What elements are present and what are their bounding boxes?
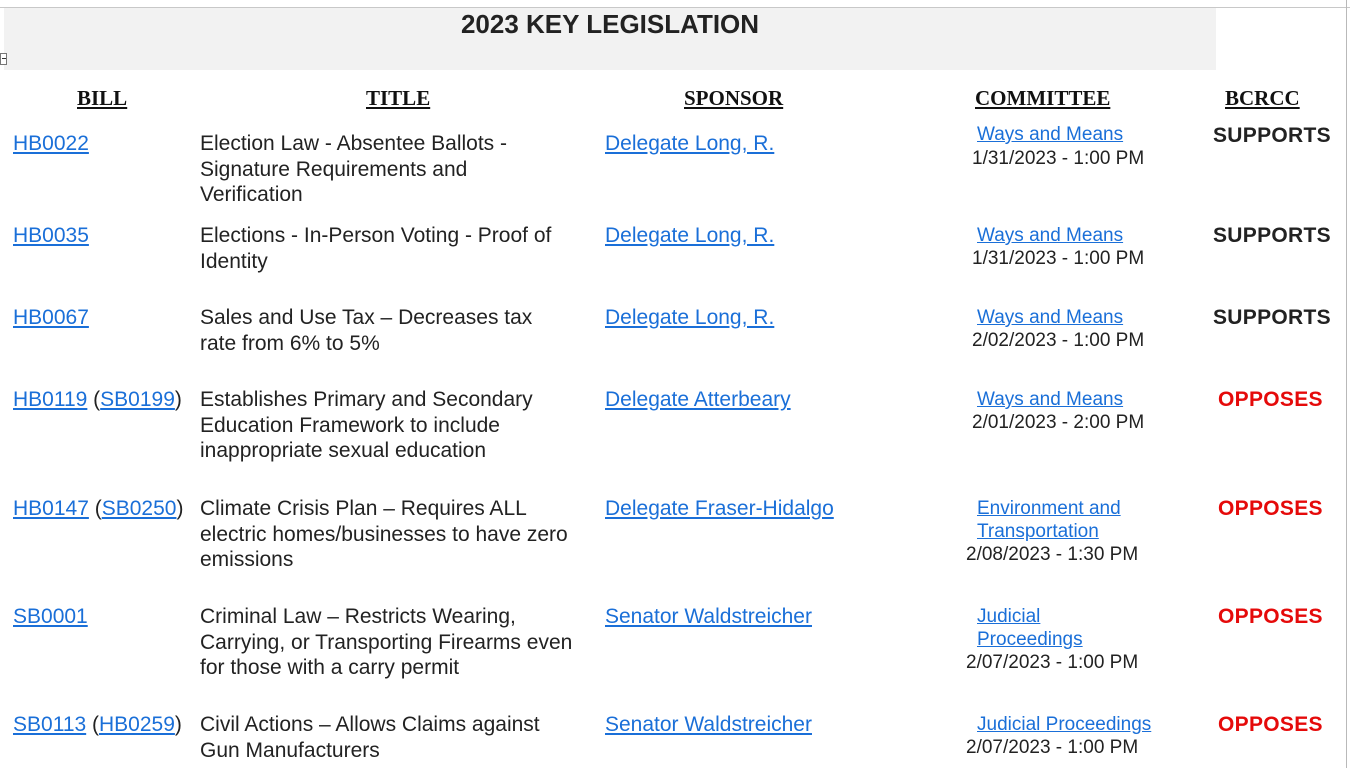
bill-title-line: inappropriate sexual education <box>200 439 487 462</box>
bill-title-line: Civil Actions – Allows Claims against <box>200 713 540 736</box>
bill-link[interactable]: HB0119 <box>13 388 88 411</box>
column-header-committee: COMMITTEE <box>975 86 1111 110</box>
sponsor-link[interactable]: Delegate Long, R. <box>605 224 775 247</box>
paren-open: ( <box>87 388 101 411</box>
sponsor-link[interactable]: Delegate Fraser-Hidalgo <box>605 497 834 520</box>
paren-open: ( <box>88 497 102 520</box>
column-header-title: TITLE <box>366 86 431 110</box>
bill-title <box>200 131 507 208</box>
bill-title-line: Climate Crisis Plan – Requires ALL <box>200 497 527 520</box>
committee-link[interactable]: Ways and Means <box>977 124 1124 145</box>
bill-title-line: for those with a carry permit <box>200 656 460 679</box>
bill-title <box>200 223 551 274</box>
paren-close: ) <box>174 713 182 736</box>
paren-open: ( <box>86 713 99 736</box>
stance-badge: OPPOSES <box>1218 497 1323 520</box>
stance-badge: SUPPORTS <box>1213 306 1331 329</box>
bill-title-line: electric homes/businesses to have zero <box>200 522 568 546</box>
column-header-stance: BCRCC <box>1225 86 1300 110</box>
bill-title-line: Verification <box>200 183 303 206</box>
committee-cell <box>977 605 1083 651</box>
bill-link[interactable]: HB0035 <box>13 224 89 247</box>
paren-close: ) <box>174 388 182 411</box>
related-bill-link[interactable]: HB0259 <box>99 713 175 736</box>
hearing-date: 2/07/2023 - 1:00 PM <box>966 737 1139 758</box>
hearing-date: 2/02/2023 - 1:00 PM <box>972 330 1145 351</box>
bill-title <box>200 496 568 573</box>
table-move-handle-icon[interactable] <box>0 53 7 65</box>
hearing-date: 2/07/2023 - 1:00 PM <box>966 652 1139 673</box>
stance-badge: OPPOSES <box>1218 388 1323 411</box>
paren-close: ) <box>176 497 184 520</box>
bill-title-line: Election Law - Absentee Ballots - <box>200 132 508 155</box>
bill-title-line: Gun Manufacturers <box>200 738 380 762</box>
bill-link[interactable]: HB0067 <box>13 306 89 329</box>
hearing-date: 2/01/2023 - 2:00 PM <box>972 412 1145 433</box>
bill-title-line: Identity <box>200 249 268 273</box>
sponsor-link[interactable]: Senator Waldstreicher <box>605 713 812 736</box>
sponsor-link[interactable]: Delegate Long, R. <box>605 132 775 155</box>
page-title: 2023 KEY LEGISLATION <box>460 9 760 39</box>
bill-title <box>200 305 532 356</box>
bill-title-line: emissions <box>200 548 294 571</box>
bill-title-line: Criminal Law – Restricts Wearing, <box>200 605 516 628</box>
related-bill-link[interactable]: SB0250 <box>101 497 177 520</box>
committee-cell <box>977 497 1121 543</box>
bill-title-line: Elections - In-Person Voting - Proof of <box>200 224 552 247</box>
bill-title <box>200 387 533 464</box>
stance-badge: SUPPORTS <box>1213 124 1331 147</box>
bill-link[interactable]: SB0001 <box>13 605 88 628</box>
related-bill-link[interactable]: SB0199 <box>100 388 175 411</box>
bill-title-line: Sales and Use Tax – Decreases tax <box>200 306 533 329</box>
column-header-sponsor: SPONSOR <box>684 86 784 110</box>
hearing-date: 2/08/2023 - 1:30 PM <box>966 544 1139 565</box>
bill-title <box>200 712 540 763</box>
committee-link[interactable]: Ways and Means <box>977 307 1124 328</box>
bill-title-line: Education Framework to include <box>200 413 500 437</box>
committee-link[interactable]: Judicial Proceedings <box>977 714 1152 735</box>
committee-link[interactable]: Judicial <box>977 606 1041 627</box>
hearing-date: 1/31/2023 - 1:00 PM <box>972 148 1145 169</box>
stance-badge: SUPPORTS <box>1213 224 1331 247</box>
bill-link[interactable]: HB0022 <box>13 132 89 155</box>
hearing-date: 1/31/2023 - 1:00 PM <box>972 248 1145 269</box>
sponsor-link[interactable]: Delegate Atterbeary <box>605 388 791 411</box>
sponsor-link[interactable]: Delegate Long, R. <box>605 306 775 329</box>
bill-title-line: rate from 6% to 5% <box>200 331 380 355</box>
window-top-edge <box>0 0 1350 8</box>
column-header-bill: BILL <box>77 86 128 110</box>
sponsor-link[interactable]: Senator Waldstreicher <box>605 605 812 628</box>
bill-title-line: Establishes Primary and Secondary <box>200 388 533 411</box>
committee-link-line2[interactable]: Transportation <box>977 521 1099 542</box>
stance-badge: OPPOSES <box>1218 713 1323 736</box>
committee-link[interactable]: Ways and Means <box>977 389 1124 410</box>
stance-badge: OPPOSES <box>1218 605 1323 628</box>
committee-link-line2[interactable]: Proceedings <box>977 629 1083 650</box>
bill-title <box>200 604 572 681</box>
page-right-edge <box>1346 0 1347 768</box>
bill-link[interactable]: SB0113 <box>13 713 87 736</box>
committee-link[interactable]: Environment and <box>977 498 1121 519</box>
bill-title-line: Signature Requirements and <box>200 157 468 181</box>
committee-link[interactable]: Ways and Means <box>977 225 1124 246</box>
bill-link[interactable]: HB0147 <box>13 497 89 520</box>
bill-title-line: Carrying, or Transporting Firearms even <box>200 630 573 654</box>
